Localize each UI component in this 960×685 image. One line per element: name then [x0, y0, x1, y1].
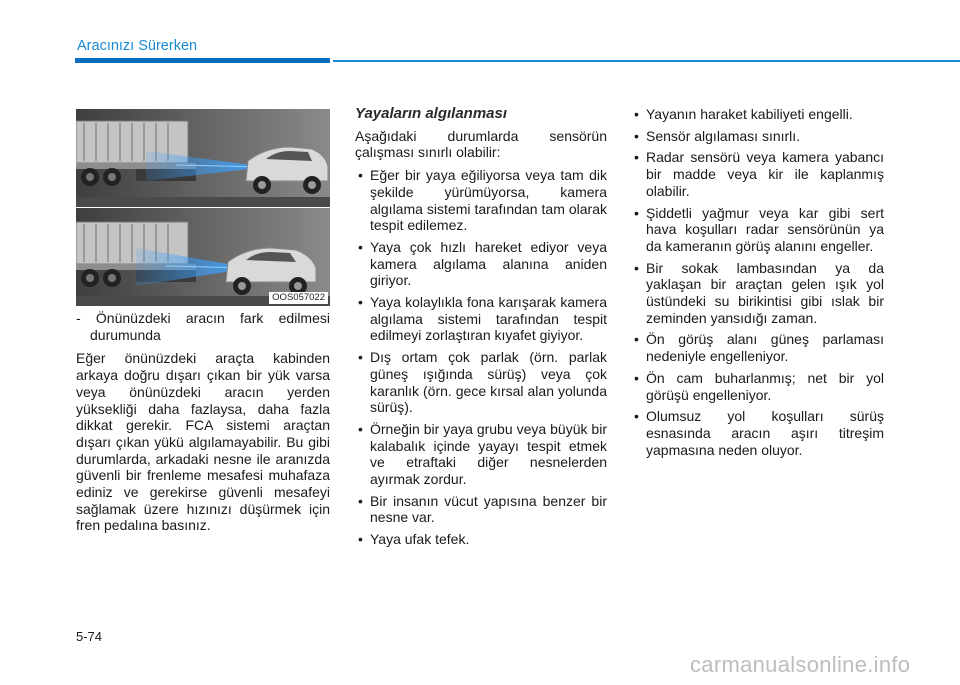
bullet-icon: • [634, 408, 639, 425]
list-item-text: Yaya kolaylıkla fona karışarak kamera algılama sistemi tarafından tespit edilmeyi zorlaştıran kıyafet giyiyor. [370, 294, 607, 344]
bullet-icon: • [634, 259, 639, 276]
watermark: carmanualsonline.info [690, 652, 911, 677]
page-number: 5-74 [76, 629, 103, 644]
column-3 [631, 106, 884, 463]
bullet-icon: • [634, 331, 639, 348]
list-item-text: Bir sokak lambasından ya da yaklaşan bir araçtan gelen ışık yol üstündeki su birikintisi gibi ıslak bir zeminden yansıdığı zaman. [646, 259, 884, 326]
body-paragraph: Eğer önünüzdeki araçta kabinden arkaya doğru dışarı çıkan bir yük varsa veya önünüzdeki aracın yerden yüksekliği daha fazlaysa, daha fazla dikkat gerekir. FCA sistemi araçtan dışarı çıkan yükü algılamayabilir. Bu gibi durumlarda, arkadaki nesne ile aranızda güvenli bir frenleme mesafesi muhafaza ediniz ve gerekirse güvenli mesafeyi sağlamak üzere hızınızı düşürmek için fren pedalına basınız. [76, 350, 330, 534]
list-item [355, 421, 607, 488]
list-item-text: Şiddetli yağmur veya kar gibi sert hava koşulları radar sensörünün ya da kameranın görüş alanını engeller. [646, 204, 884, 254]
bullet-icon: • [358, 531, 363, 548]
bullet-icon: • [358, 420, 363, 437]
list-item [631, 370, 884, 403]
list-item-text: Yayanın haraket kabiliyeti engelli. [646, 106, 853, 122]
column-1 [76, 310, 330, 534]
list-item [355, 493, 607, 526]
dash-list-item: - Önünüzdeki aracın fark edilmesi durumunda [76, 310, 330, 343]
sensor-limitations-list [631, 106, 884, 458]
bullet-icon: • [358, 349, 363, 366]
bullet-icon: • [634, 149, 639, 166]
list-item [631, 128, 884, 145]
list-item [631, 149, 884, 199]
list-item-text: Yaya ufak tefek. [370, 531, 470, 548]
intro-paragraph: Aşağıdaki durumlarda sensörün çalışması sınırlı olabilir: [355, 127, 607, 161]
section-heading: Yayaların algılanması [355, 105, 508, 122]
bullet-icon: • [358, 167, 363, 184]
header-rule-dark [75, 58, 330, 63]
list-item-text: Sensör algılaması sınırlı. [646, 127, 801, 144]
pedestrian-limitations-list [355, 167, 607, 548]
list-item [631, 205, 884, 255]
column-2 [355, 106, 607, 553]
bullet-icon: • [358, 492, 363, 509]
list-item [631, 408, 884, 458]
bullet-icon: • [634, 127, 639, 144]
header-rule-light [333, 60, 960, 62]
list-item [631, 260, 884, 327]
dash-item-text: Önünüzdeki aracın fark edilmesi durumunda [90, 310, 330, 343]
list-item [631, 106, 884, 123]
list-item-text: Olumsuz yol koşulları sürüş esnasında aracın aşırı titreşim yapmasına neden oluyor. [646, 408, 884, 458]
bullet-icon: • [634, 369, 639, 386]
list-item [355, 294, 607, 344]
list-item-text: Yaya çok hızlı hareket ediyor veya kamera algılama alanına aniden giriyor. [370, 238, 607, 289]
bullet-icon: • [634, 204, 639, 221]
bullet-icon: • [634, 106, 639, 122]
list-item [355, 167, 607, 234]
list-item [355, 531, 607, 548]
list-item-text: Ön cam buharlanmış; net bir yol görüşü engelleniyor. [646, 369, 884, 403]
bullet-icon: • [358, 238, 363, 255]
list-item-text: Eğer bir yaya eğiliyorsa veya tam dik şekilde yürümüyorsa, kamera algılama sistemi tarafından tam olarak tespit edilemez. [370, 167, 607, 234]
list-item-text: Ön görüş alanı güneş parlaması nedeniyle engelleniyor. [646, 331, 884, 365]
list-item-text: Radar sensörü veya kamera yabancı bir madde veya kir ile kaplanmış olabilir. [646, 149, 884, 199]
list-item-text: Örneğin bir yaya grubu veya büyük bir kalabalık içinde yayayı tespit etmek ve etraftaki diğer nesnelerden ayırmak zordur. [370, 420, 607, 488]
list-item [355, 239, 607, 289]
list-item [355, 349, 607, 416]
bullet-icon: • [358, 294, 363, 311]
illustration-truck-cargo-bottom [76, 208, 330, 306]
section-title: Aracınızı Sürerken [77, 38, 198, 54]
list-item-text: Dış ortam çok parlak (örn. parlak güneş ışığında sürüş) veya çok karanlık (örn. gece kırsal alan yolunda sürüş). [370, 349, 607, 416]
list-item [631, 331, 884, 364]
figure-code: OOS057022 [269, 292, 328, 304]
list-item-text: Bir insanın vücut yapısına benzer bir nesne var. [370, 492, 607, 526]
illustration-truck-cargo-top [76, 109, 330, 207]
